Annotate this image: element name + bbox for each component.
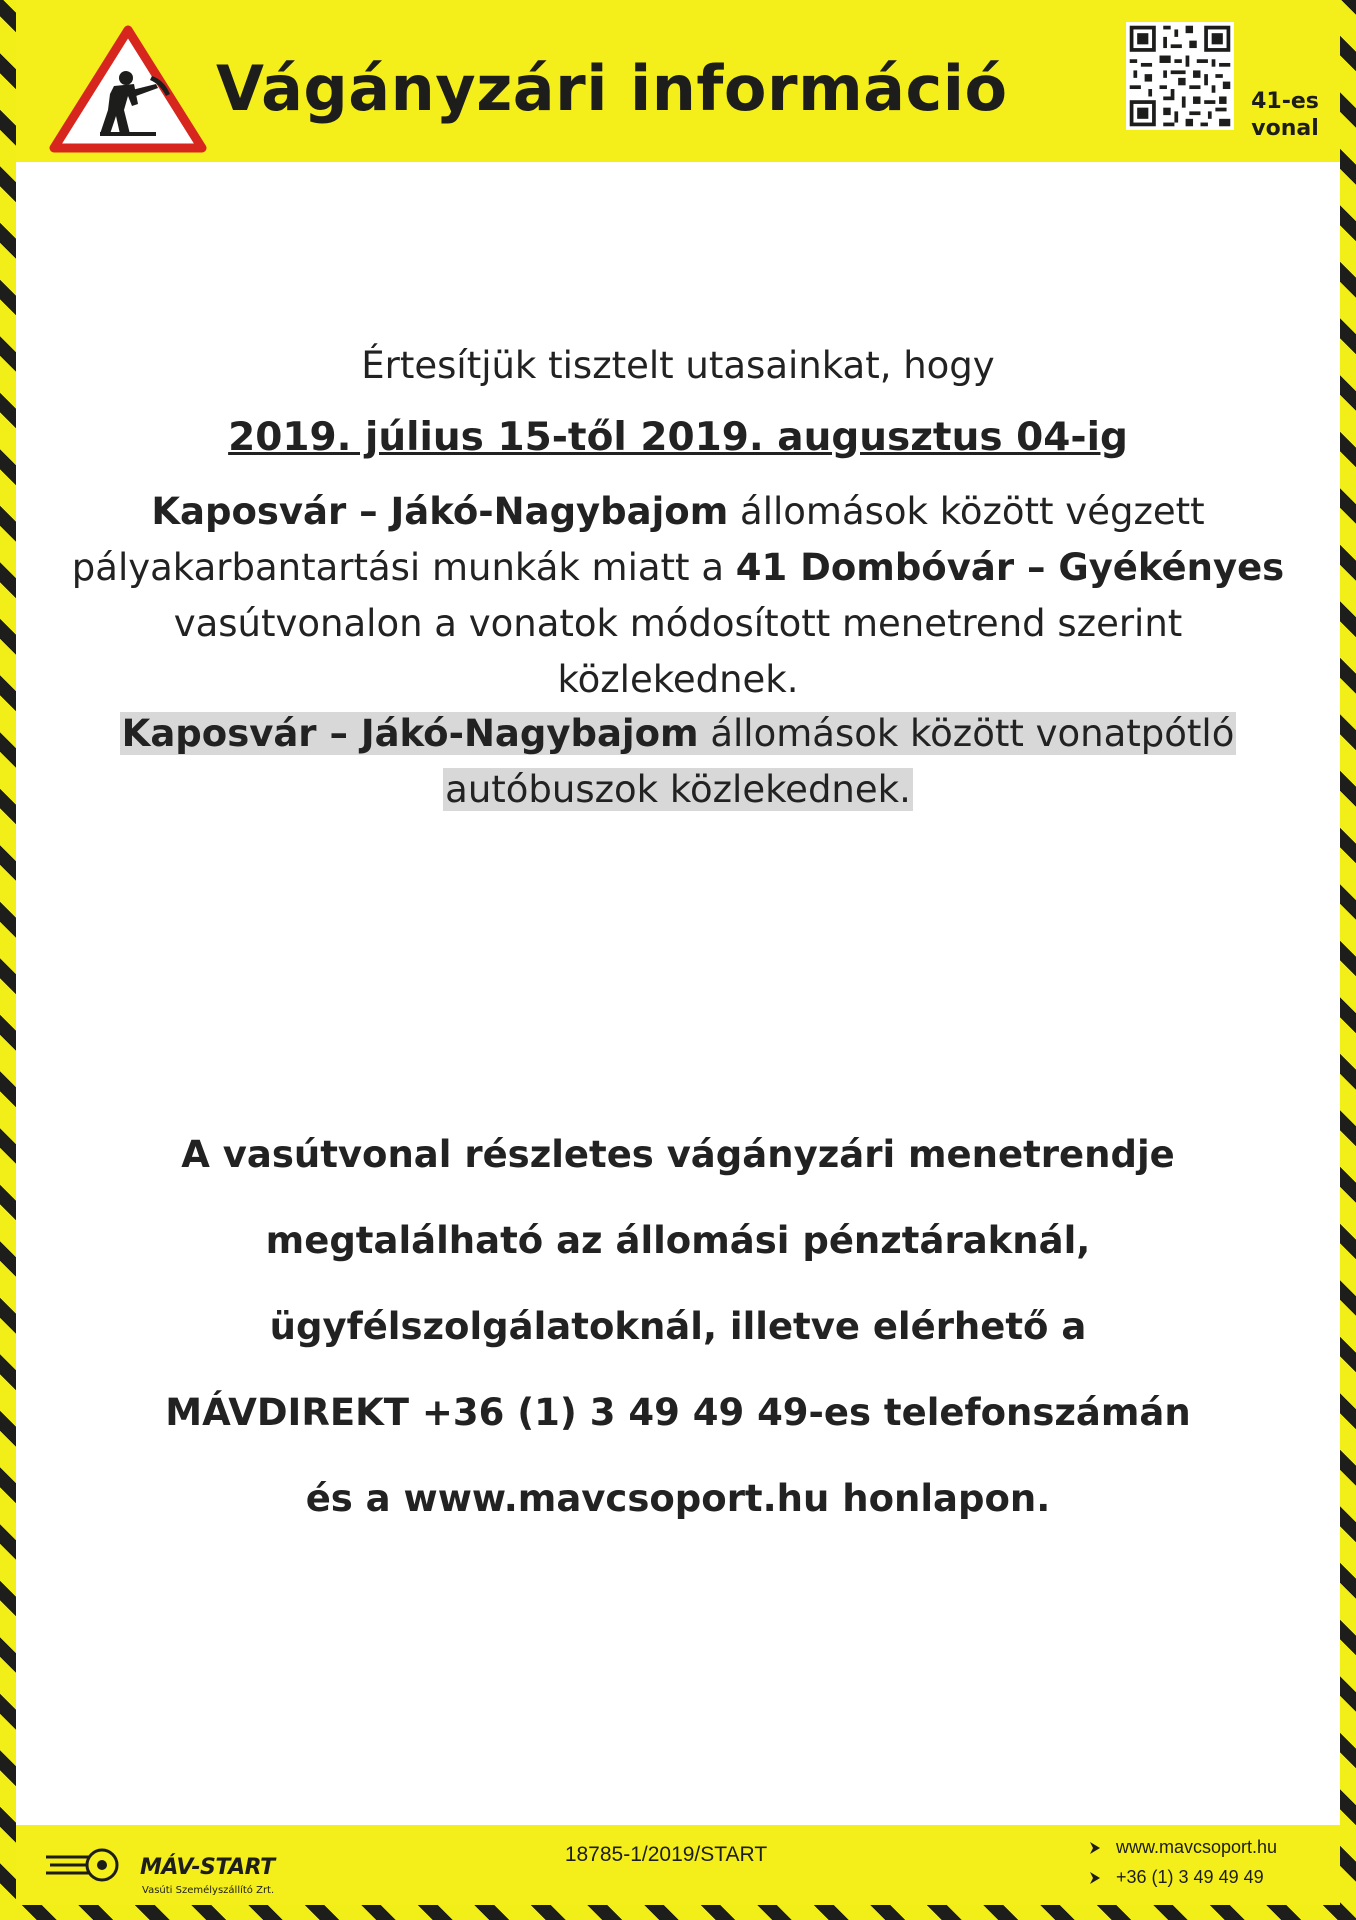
mav-start-logo (44, 1841, 275, 1896)
info-line-4: MÁVDIREKT +36 (1) 3 49 49 49-es telefonszámán (165, 1391, 1191, 1434)
work-line-4: közlekednek. (557, 658, 799, 701)
phone-number[interactable]: +36 (1) 3 49 49 49 (1116, 1867, 1264, 1887)
timetable-info (16, 1112, 1340, 1542)
railway-line-name: 41 Dombóvár – Gyékényes (735, 546, 1285, 589)
work-description (16, 484, 1340, 708)
logo-name: MÁV-START (140, 1855, 275, 1880)
bus-line-2 (16, 762, 1340, 818)
header-band (16, 0, 1340, 162)
work-line-2-text: pályakarbantartási munkák miatt a (71, 546, 736, 589)
bus-replacement-notice (16, 706, 1340, 818)
info-line-5: és a www.mavcsoport.hu honlapon. (305, 1477, 1051, 1520)
bus-line-1-highlight (120, 712, 1237, 755)
website-link[interactable]: www.mavcsoport.hu (1116, 1837, 1278, 1857)
bus-line-1-text: állomások között vonatpótló (698, 712, 1235, 755)
work-line-1-text: állomások között végzett (728, 490, 1205, 533)
info-line-2: megtalálható az állomási pénztáraknál, (265, 1219, 1091, 1262)
website-contact[interactable] (1088, 1837, 1328, 1858)
info-line-1: A vasútvonal részletes vágányzári menetrendje (181, 1133, 1175, 1176)
page-title: Vágányzári információ (216, 52, 1008, 125)
line-label-word: vonal (1251, 116, 1319, 141)
work-line-2 (16, 540, 1340, 596)
qr-code-icon[interactable] (1126, 22, 1234, 130)
logo-subtitle: Vasúti Személyszállító Zrt. (142, 1885, 275, 1896)
train-logo-icon (44, 1845, 134, 1889)
intro-text: Értesítjük tisztelt utasainkat, hogy (361, 344, 995, 387)
info-line-3: ügyfélszolgálatoknál, illetve elérhető a (269, 1305, 1087, 1348)
line-label-number: 41-es (1251, 89, 1319, 114)
work-line-1 (16, 484, 1340, 540)
bus-line-2-highlight: autóbuszok közlekednek. (445, 768, 911, 811)
notice-body (16, 162, 1340, 1825)
phone-contact[interactable] (1088, 1867, 1328, 1888)
warning-triangle-worker-icon (48, 24, 208, 154)
bus-line-1 (16, 706, 1340, 762)
closure-dates: 2019. július 15-től 2019. augusztus 04-ig (228, 415, 1128, 460)
work-line-3: vasútvonalon a vonatok módosított menetrend szerint (173, 602, 1183, 645)
arrow-right-icon (1088, 1871, 1102, 1885)
section-name: Kaposvár – Jákó-Nagybajom (151, 490, 729, 533)
arrow-right-icon (1088, 1841, 1102, 1855)
footer-band (16, 1825, 1340, 1905)
line-label (1240, 88, 1330, 142)
bus-section-name: Kaposvár – Jákó-Nagybajom (121, 712, 699, 755)
document-number: 18785-1/2019/START (564, 1843, 768, 1866)
